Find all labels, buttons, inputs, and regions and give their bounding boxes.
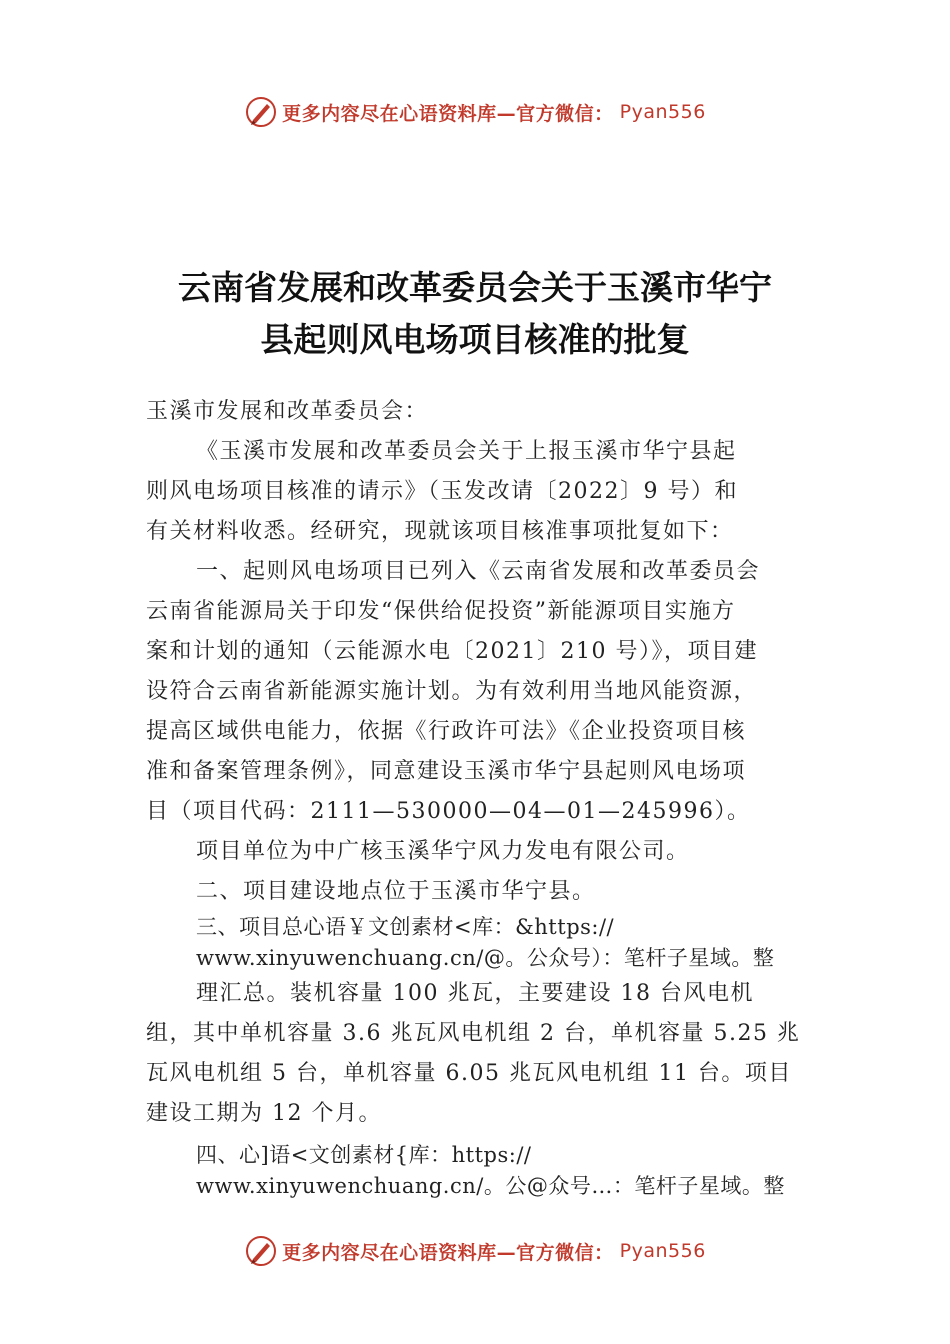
- body-line: 则风电场项目核准的请示》（玉发改请〔2022〕9 号）和: [146, 479, 738, 504]
- body-line: 《玉溪市发展和改革委员会关于上报玉溪市华宁县起: [196, 439, 737, 464]
- body-line: 项目单位为中广核玉溪华宁风力发电有限公司。: [196, 839, 690, 864]
- body-line: 组，其中单机容量 3.6 兆瓦风电机组 2 台，单机容量 5.25 兆: [146, 1021, 801, 1046]
- body-line: 建设工期为 12 个月。: [146, 1101, 382, 1126]
- title-line: 云南省发展和改革委员会关于玉溪市华宁: [178, 268, 772, 307]
- body-line: 云南省能源局关于印发“保供给促投资”新能源项目实施方: [146, 599, 736, 624]
- footer-watermark: [0, 1231, 950, 1271]
- body-line: 瓦风电机组 5 台，单机容量 6.05 兆瓦风电机组 11 台。项目: [146, 1061, 792, 1086]
- body-line: 有关材料收悉。经研究，现就该项目核准事项批复如下：: [146, 519, 734, 544]
- body-line: 准和备案管理条例》，同意建设玉溪市华宁县起则风电场项: [146, 759, 747, 784]
- body-line: 案和计划的通知（云能源水电〔2021〕210 号）》，项目建: [146, 639, 758, 664]
- title-line: 县起则风电场项目核准的批复: [260, 320, 690, 359]
- watermark-wechat-id: Pyan556: [619, 101, 706, 123]
- body-line: 二、项目建设地点位于玉溪市华宁县。: [196, 879, 596, 904]
- document-title: [110, 262, 840, 366]
- watermark-wechat-id: Pyan556: [619, 1240, 706, 1262]
- watermark-text: 更多内容尽在心语资料库—官方微信：: [282, 102, 614, 125]
- header-watermark: [0, 92, 950, 132]
- body-line: 四、心]语<文创素材{库：https://: [196, 1143, 532, 1167]
- body-line: 提高区域供电能力，依据《行政许可法》《企业投资项目核: [146, 719, 747, 744]
- watermark-text: 更多内容尽在心语资料库—官方微信：: [282, 1241, 614, 1264]
- document-body: [146, 392, 818, 1202]
- body-line: www.xinyuwenchuang.cn/。公@众号…：笔杆子星域。整: [196, 1174, 785, 1198]
- body-line: 目（项目代码：2111—530000—04—01—245996）。: [146, 799, 751, 824]
- pen-logo-icon: [244, 95, 278, 129]
- pen-logo-icon: [244, 1234, 278, 1268]
- body-line: 设符合云南省新能源实施计划。为有效利用当地风能资源，: [146, 679, 758, 704]
- body-line: 三、项目总心语￥文创素材<库：&https://: [196, 915, 615, 939]
- body-line: 一、起则风电场项目已列入《云南省发展和改革委员会: [196, 559, 761, 584]
- salutation: 玉溪市发展和改革委员会：: [146, 399, 429, 424]
- body-line: 理汇总。装机容量 100 兆瓦，主要建设 18 台风电机: [196, 981, 754, 1006]
- body-line: www.xinyuwenchuang.cn/@。公众号）：笔杆子星域。整: [196, 946, 775, 970]
